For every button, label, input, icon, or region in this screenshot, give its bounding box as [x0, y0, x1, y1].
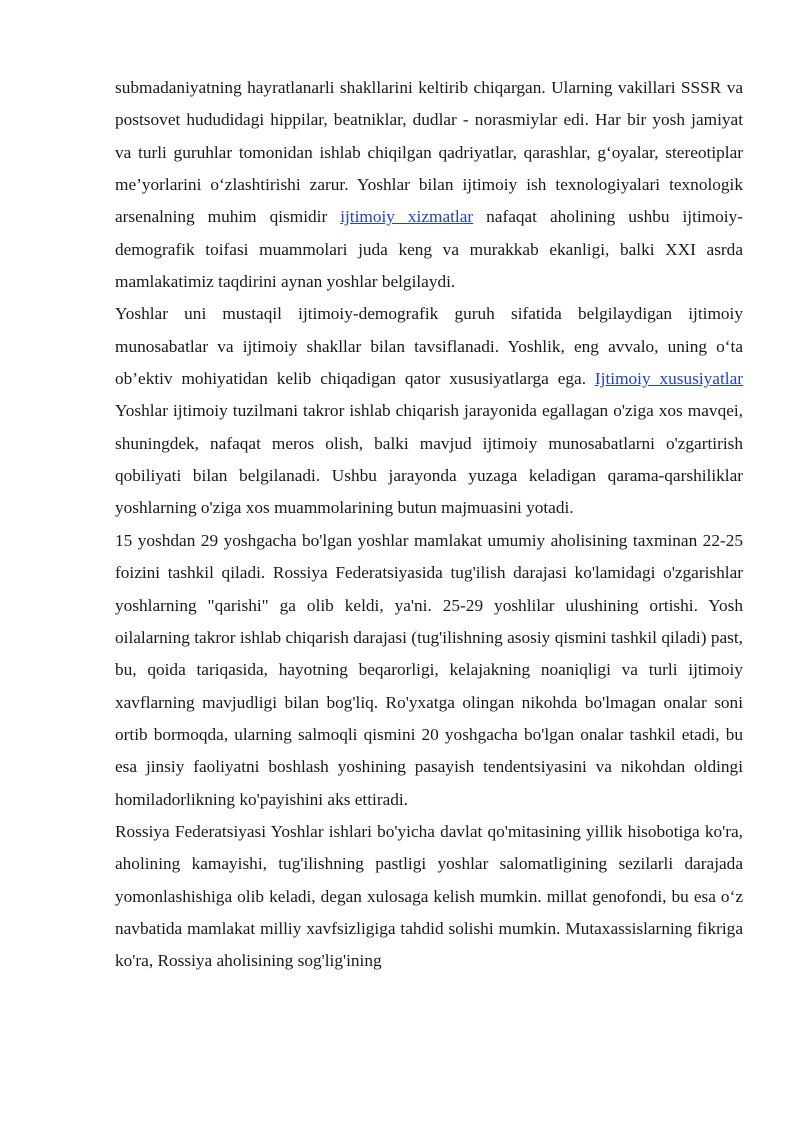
- link-ijtimoiy-xususiyatlar[interactable]: Ijtimoiy xususiyatlar: [594, 369, 743, 389]
- document-page: [115, 72, 743, 978]
- paragraph-text: 15 yoshdan 29 yoshgacha bo'lgan yoshlar mamlakat umumiy aholisining taxminan 22-25 foizini tashkil qiladi. Rossiya Federatsiyasida tug'ilish darajasi ko'lamidagi o'zgarishlar yoshlarning "qarishi" ga olib keldi, ya'ni. 25-29 yoshlilar ulushining ortishi. Yosh oilalarning takror ishlab chiqarish darajasi (tug'ilishning asosiy qismini tashkil qiladi) past, bu, qoida tariqasida, hayotning beqarorligi, kelajakning noaniqligi va turli ijtimoiy xavflarning mavjudligi bilan bog'liq. Ro'yxatga olingan nikohda bo'lmagan onalar soni ortib bormoqda, ularning salmoqli qismini 20 yoshgacha bo'lgan onalar tashkil etadi, bu esa jinsiy faoliyatni boshlash yoshining pasayish tendentsiyasini va nikohdan oldingi homiladorlikning ko'payishini aks ettiradi.: [115, 530, 743, 809]
- paragraph-text: submadaniyatning hayratlanarli shakllarini keltirib chiqargan. Ularning vakillari SSSR va postsovet hududidagi hippilar, beatniklar, dudlar - norasmiylar edi. Har bir yosh jamiyat va turli guruhlar tomonidan ishlab chiqilgan qadriyatlar, qarashlar, g‘oyalar, stereotiplar me’yorlarini o‘zlashtirishi zarur. Yoshlar bilan ijtimoiy ish texnologiyalari texnologik arsenalning muhim qismidir: [115, 78, 743, 227]
- paragraph: [115, 525, 743, 816]
- paragraph-text: nafaqat aholining ushbu ijtimoiy-demografik toifasi muammolari juda keng va murakkab ekanligi, balki XXI asrda mamlakatimiz taqdirini aynan yoshlar belgilaydi.: [115, 207, 743, 292]
- paragraph-text: Rossiya Federatsiyasi Yoshlar ishlari bo'yicha davlat qo'mitasining yillik hisobotiga ko'ra, aholining kamayishi, tug'ilishning pastligi yoshlar salomatligining sezilarli darajada yomonlashishiga olib keladi, degan xulosaga kelish mumkin. millat genofondi, bu esa o‘z navbatida mamlakat milliy xavfsizligiga tahdid solishi mumkin. Mutaxassislarning fikriga ko'ra, Rossiya aholisining sog'lig'ining: [115, 821, 743, 971]
- paragraph: [115, 816, 743, 978]
- link-ijtimoiy-xizmatlar[interactable]: ijtimoiy xizmatlar: [340, 207, 474, 227]
- paragraph: [115, 72, 743, 298]
- paragraph: [115, 298, 743, 524]
- paragraph-text: Yoshlar uni mustaqil ijtimoiy-demografik guruh sifatida belgilaydigan ijtimoiy munosabatlar va ijtimoiy shakllar bilan tavsiflanadi. Yoshlik, eng avvalo, uning o‘ta ob’ektiv mohiyatidan kelib chiqadigan qator xususiyatlarga ega.: [115, 304, 743, 389]
- paragraph-text: Yoshlar ijtimoiy tuzilmani takror ishlab chiqarish jarayonida egallagan o'ziga xos mavqei, shuningdek, nafaqat meros olish, balki mavjud ijtimoiy munosabatlarni o'zgartirish qobiliyati bilan belgilanadi. Ushbu jarayonda yuzaga keladigan qarama-qarshiliklar yoshlarning o'ziga xos muammolarining butun majmuasini yotadi.: [115, 401, 743, 518]
